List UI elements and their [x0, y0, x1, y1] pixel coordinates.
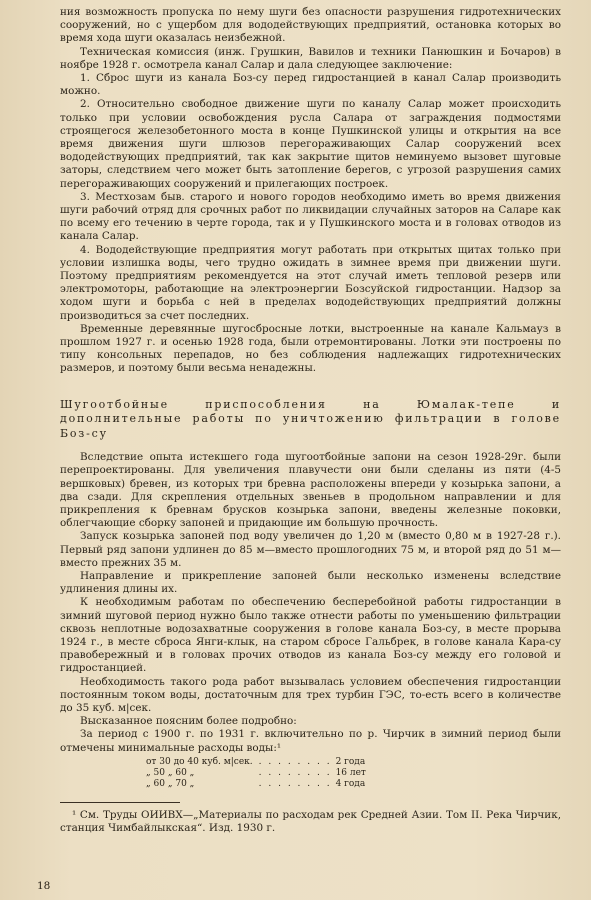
paragraph: 1. Сброс шуги из канала Боз-су перед гидростанцией в канал Салар производить можно. — [60, 72, 561, 98]
count-cell: 4 года — [335, 778, 366, 789]
section-heading: Шугоотбойные приспособления на Юмалак-тепе и дополнительные работы по уничтожению фильтрации в голове Боз-су — [60, 397, 561, 440]
table-row — [146, 768, 372, 779]
paragraph: Временные деревянные шугосбросные лотки, выстроенные на канале Кальмауз в прошлом 1927 г. и осенью 1928 года, были отремонтированы. Лотки эти построены по типу консольных перепадов, но без соблюдения надлежащих гидротехнических размеров, и поэтому были весьма ненадежны. — [60, 322, 561, 375]
paragraph: К необходимым работам по обеспечению бесперебойной работы гидростанции в зимний шуговой период нужно было также отнести работы по уменьшению фильтрации сквозь неплотные водозахватные сооружения в голове канала Боз-су, в месте прорыва 1924 г., в месте сброса Янги-клык, на старом сбросе Гальбрек, в голове канала Кара-су правобережный и в головах прочих отводов из канала Боз-су между его головой и гидростанцией. — [60, 596, 561, 675]
paragraph: Необходимость такого рода работ вызывалась условием обеспечения гидростанции постоянным током воды, достаточным для трех турбин ГЭС, то-есть всего в количестве до 35 куб. м|сек. — [60, 675, 561, 715]
paragraph: Вследствие опыта истекшего года шугоотбойные запони на сезон 1928-29г. были перепроектированы. Для увеличения плавучести они были сделаны из пяти (4-5 вершковых) бревен, из которых три бревна расположены впереди у козырька запони, а два сзади. Для скрепления отдельных звеньев в продольном направлении и для прикрепления к бревнам брусков козырька запони, введены железные поковки, облегчающие сборку запоней и придающие им большую прочность. — [60, 451, 561, 530]
count-cell: 2 года — [335, 756, 366, 767]
leader-dots: . . . . . . . . — [258, 778, 332, 789]
discharge-table — [146, 757, 372, 790]
paragraph: Запуск козырька запоней под воду увеличен до 1,20 м (вместо 0,80 м в 1927-28 г.). Первый ряд запони удлинен до 85 м—вместо прошлогодних 75 м, и второй ряд до 51 м—вместо прежних 35 м. — [60, 530, 561, 569]
paragraph: 3. Местхозам быв. старого и нового городов необходимо иметь во время движения шуги рабочий отряд для срочных работ по ликвидации случайных заторов на Саларе как по всему его течению в черте города, так и у Пушкинского моста и в головах отводов из канала Салар. — [60, 190, 561, 243]
paragraph: ния возможность пропуска по нему шуги без опасности разрушения гидротехнических сооружений, но с ущербом для вододействующих предприятий, остановка которых во время хода шуги оказалась неизбежной. — [60, 6, 561, 45]
paragraph: Высказанное поясним более подробно: — [80, 715, 297, 728]
paragraph: 2. Относительно свободное движение шуги по каналу Салар может происходить только при условии освобождения русла Салара от заграждения подмостями строящегося железобетонного моста в конце Пушкинской улицы и открытия на все время движения шуги шлюзов перегораживающих Салар сооружений всех вододействующих предприятий, так как закрытие щитов неминуемо вызовет шуговые заторы, следствием чего может быть затопление берегов, с угрозой разрушения самих перегораживающих сооружений и прилегающих построек. — [60, 98, 561, 190]
range-cell: „ 60 „ 70 „ — [146, 778, 195, 789]
page-number: 18 — [37, 880, 51, 892]
range-cell: от 30 до 40 куб. м|сек. — [146, 756, 253, 767]
body-text — [60, 6, 561, 835]
leader-dots: . . . . . . . . — [258, 767, 332, 778]
paragraph: 4. Вододействующие предприятия могут работать при открытых щитах только при условии излишка воды, чего трудно ожидать в зимнее время при движении шуги. Поэтому предприятиям рекомендуется на этот случай иметь тепловой резерв или электромоторы, работающие на электроэнергии Бозсуйской гидростанции. Надзор за ходом шуги и борьба с ней в пределах вододействующих предприятий должны производиться за счет последних. — [60, 243, 561, 322]
table-row — [146, 757, 372, 768]
footnote: ¹ См. Труды ОИИВХ—„Материалы по расходам рек Средней Азии. Том II. Река Чирчик, станция Чимбайлыкская“. Изд. 1930 г. — [60, 808, 561, 835]
leader-dots: . . . . . . . . — [258, 756, 332, 767]
count-cell: 16 лет — [335, 767, 366, 778]
paragraph: Техническая комиссия (инж. Грушкин, Вавилов и техники Панюшкин и Бочаров) в ноябре 1928 г. осмотрела канал Салар и дала следующее заключение: — [60, 45, 561, 71]
paragraph: За период с 1900 г. по 1931 г. включительно по р. Чирчик в зимний период были отмечены минимальные расходы воды:¹ — [60, 728, 561, 754]
footnote-divider — [60, 802, 180, 803]
paragraph: Направление и прикрепление запоней были несколько изменены вследствие удлинения длины их. — [60, 570, 561, 596]
range-cell: „ 50 „ 60 „ — [146, 767, 195, 778]
table-row — [146, 779, 372, 790]
